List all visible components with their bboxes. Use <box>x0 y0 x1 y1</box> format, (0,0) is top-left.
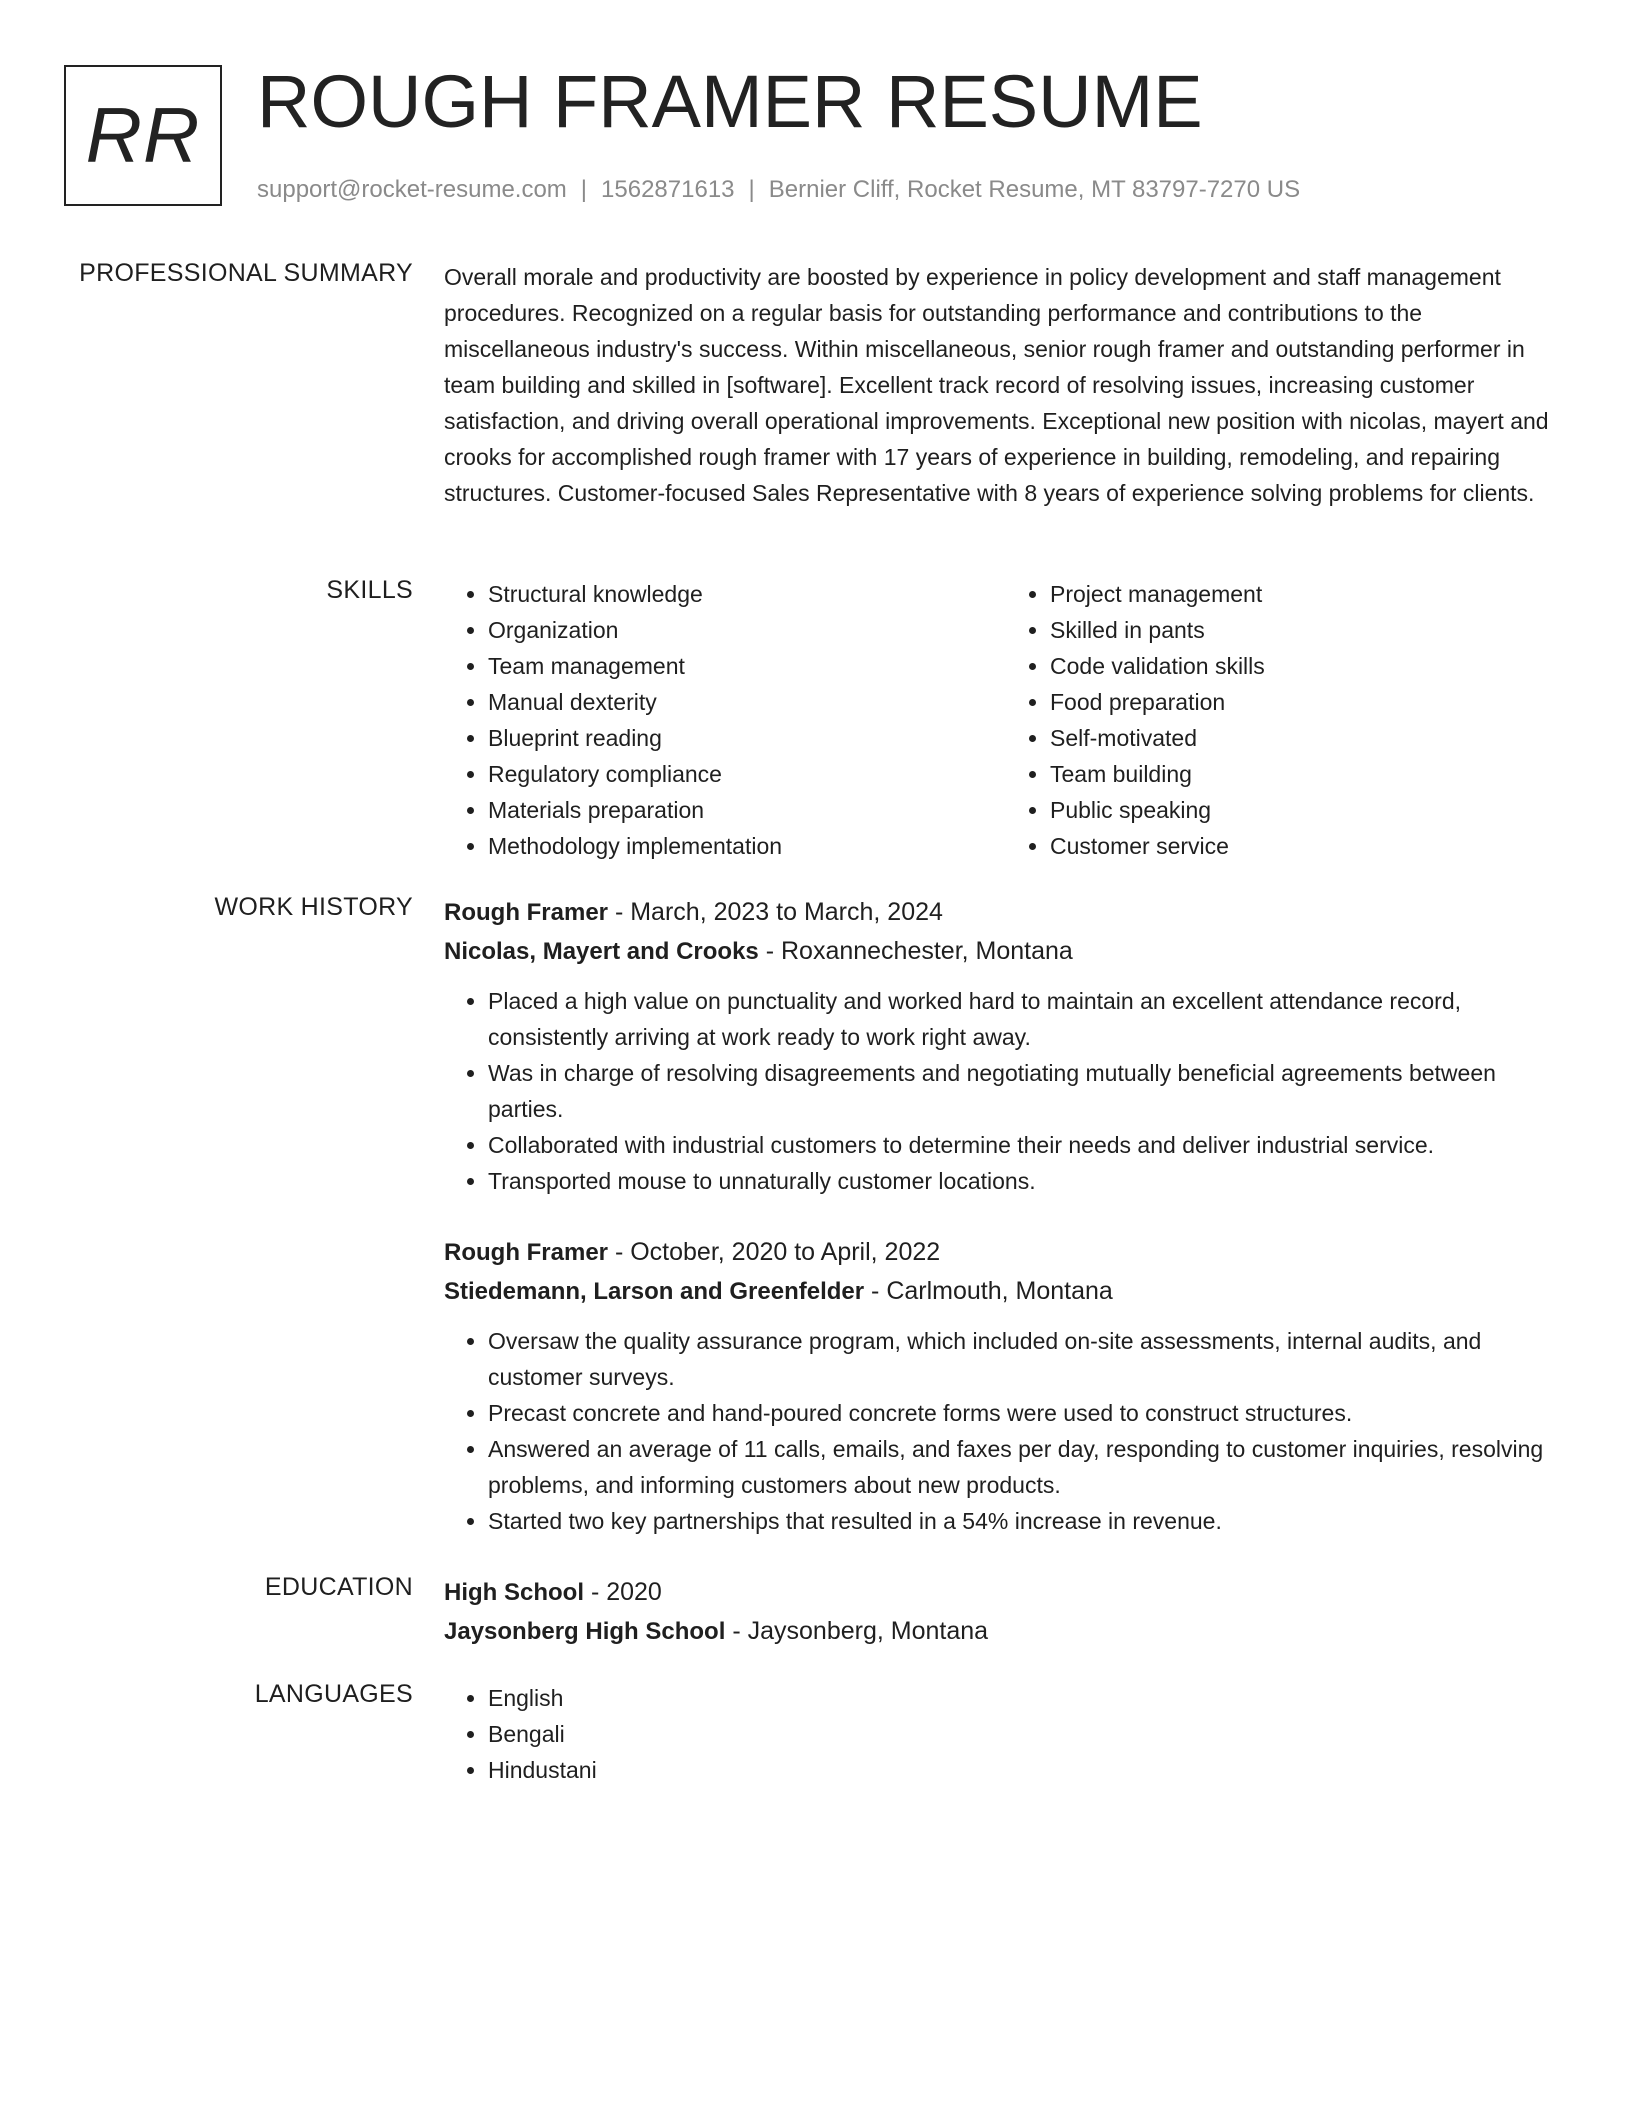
education-school-line <box>444 1612 1568 1651</box>
language-item: • Bengali <box>488 1716 1568 1752</box>
job-dates: - March, 2023 to March, 2024 <box>608 898 943 926</box>
languages-list <box>444 1680 1568 1788</box>
job-entry <box>444 893 1568 1199</box>
resume-title: ROUGH FRAMER RESUME <box>257 60 1203 143</box>
languages-entry <box>444 1680 1568 1788</box>
skill-item: • Manual dexterity <box>488 684 1006 720</box>
contact-line <box>257 176 1300 204</box>
contact-email: support@rocket-resume.com <box>257 176 567 203</box>
job-bullet: • Was in charge of resolving disagreements and negotiating mutually beneficial agreements between parties. <box>488 1055 1568 1127</box>
skill-item: • Team management <box>488 648 1006 684</box>
job-company-line <box>444 1272 1568 1311</box>
job-dates: - October, 2020 to April, 2022 <box>608 1238 941 1266</box>
section-label-education: EDUCATION <box>264 1573 413 1601</box>
job-company-line <box>444 932 1568 971</box>
skills-grid <box>444 576 1568 864</box>
education-degree: High School <box>444 1579 584 1606</box>
job-company: Stiedemann, Larson and Greenfelder <box>444 1278 865 1305</box>
job-bullet: • Oversaw the quality assurance program, which included on-site assessments, internal audits, and customer surveys. <box>488 1323 1568 1395</box>
job-company: Nicolas, Mayert and Crooks <box>444 938 759 965</box>
skill-item: • Structural knowledge <box>488 576 1006 612</box>
contact-separator: | <box>580 176 588 203</box>
education-location: - Jaysonberg, Montana <box>725 1617 989 1645</box>
job-entry <box>444 1233 1568 1539</box>
job-bullet: • Precast concrete and hand-poured concrete forms were used to construct structures. <box>488 1395 1568 1431</box>
contact-separator: | <box>748 176 755 203</box>
section-label-languages: LANGUAGES <box>254 1680 413 1708</box>
job-title-line <box>444 893 1568 932</box>
job-bullet: • Placed a high value on punctuality and worked hard to maintain an excellent attendance record, consistently arriving at work ready to work right away. <box>488 983 1568 1055</box>
job-title-line <box>444 1233 1568 1272</box>
job-bullet: • Answered an average of 11 calls, emails, and faxes per day, responding to customer inquiries, resolving problems, and informing customers about new products. <box>488 1431 1568 1503</box>
job-bullet: • Started two key partnerships that resulted in a 54% increase in revenue. <box>488 1503 1568 1539</box>
skill-item: • Self-motivated <box>1050 720 1568 756</box>
job-bullet-list <box>444 983 1568 1199</box>
education-school: Jaysonberg High School <box>444 1618 726 1645</box>
skill-item: • Project management <box>1050 576 1568 612</box>
skill-item: • Public speaking <box>1050 792 1568 828</box>
summary-text: Overall morale and productivity are boosted by experience in policy development and staff management procedures. Recognized on a regular basis for outstanding performance and contributions to the miscellaneous industry's success. Within miscellaneous, senior rough framer and outstanding performer in team building and skilled in [software]. Excellent track record of resolving issues, increasing customer satisfaction, and driving overall operational improvements. Exceptional new position with nicolas, mayert and crooks for accomplished rough framer with 17 years of experience in building, remodeling, and repairing structures. Customer-focused Sales Representative with 8 years of experience solving problems for clients. <box>444 264 1549 506</box>
job-bullet: • Transported mouse to unnaturally customer locations. <box>488 1163 1568 1199</box>
education-degree-line <box>444 1573 1568 1612</box>
job-title: Rough Framer <box>444 899 609 926</box>
skill-item: • Team building <box>1050 756 1568 792</box>
skill-item: • Regulatory compliance <box>488 756 1006 792</box>
skill-item: • Materials preparation <box>488 792 1006 828</box>
contact-address: Bernier Cliff, Rocket Resume, MT 83797-7270 US <box>768 176 1301 203</box>
skill-item: • Organization <box>488 612 1006 648</box>
section-label-skills: SKILLS <box>326 576 413 604</box>
skill-item: • Skilled in pants <box>1050 612 1568 648</box>
skills-list-right <box>1006 576 1568 864</box>
resume-header <box>64 60 1568 210</box>
skill-item: • Customer service <box>1050 828 1568 864</box>
section-label-work-history: WORK HISTORY <box>214 893 413 921</box>
contact-phone: 1562871613 <box>601 176 735 203</box>
monogram-badge: RR <box>64 65 222 206</box>
job-location: - Carlmouth, Montana <box>864 1277 1113 1305</box>
language-item: • English <box>488 1680 1568 1716</box>
job-location: - Roxannechester, Montana <box>758 937 1073 965</box>
job-title: Rough Framer <box>444 1239 609 1266</box>
education-year: - 2020 <box>584 1578 662 1606</box>
job-bullet-list <box>444 1323 1568 1539</box>
job-bullet: • Collaborated with industrial customers to determine their needs and deliver industrial service. <box>488 1127 1568 1163</box>
skills-list-left <box>444 576 1006 864</box>
language-item: • Hindustani <box>488 1752 1568 1788</box>
education-entry <box>444 1573 1568 1651</box>
skill-item: • Food preparation <box>1050 684 1568 720</box>
section-label-summary: PROFESSIONAL SUMMARY <box>79 259 413 287</box>
skill-item: • Blueprint reading <box>488 720 1006 756</box>
skill-item: • Methodology implementation <box>488 828 1006 864</box>
skill-item: • Code validation skills <box>1050 648 1568 684</box>
